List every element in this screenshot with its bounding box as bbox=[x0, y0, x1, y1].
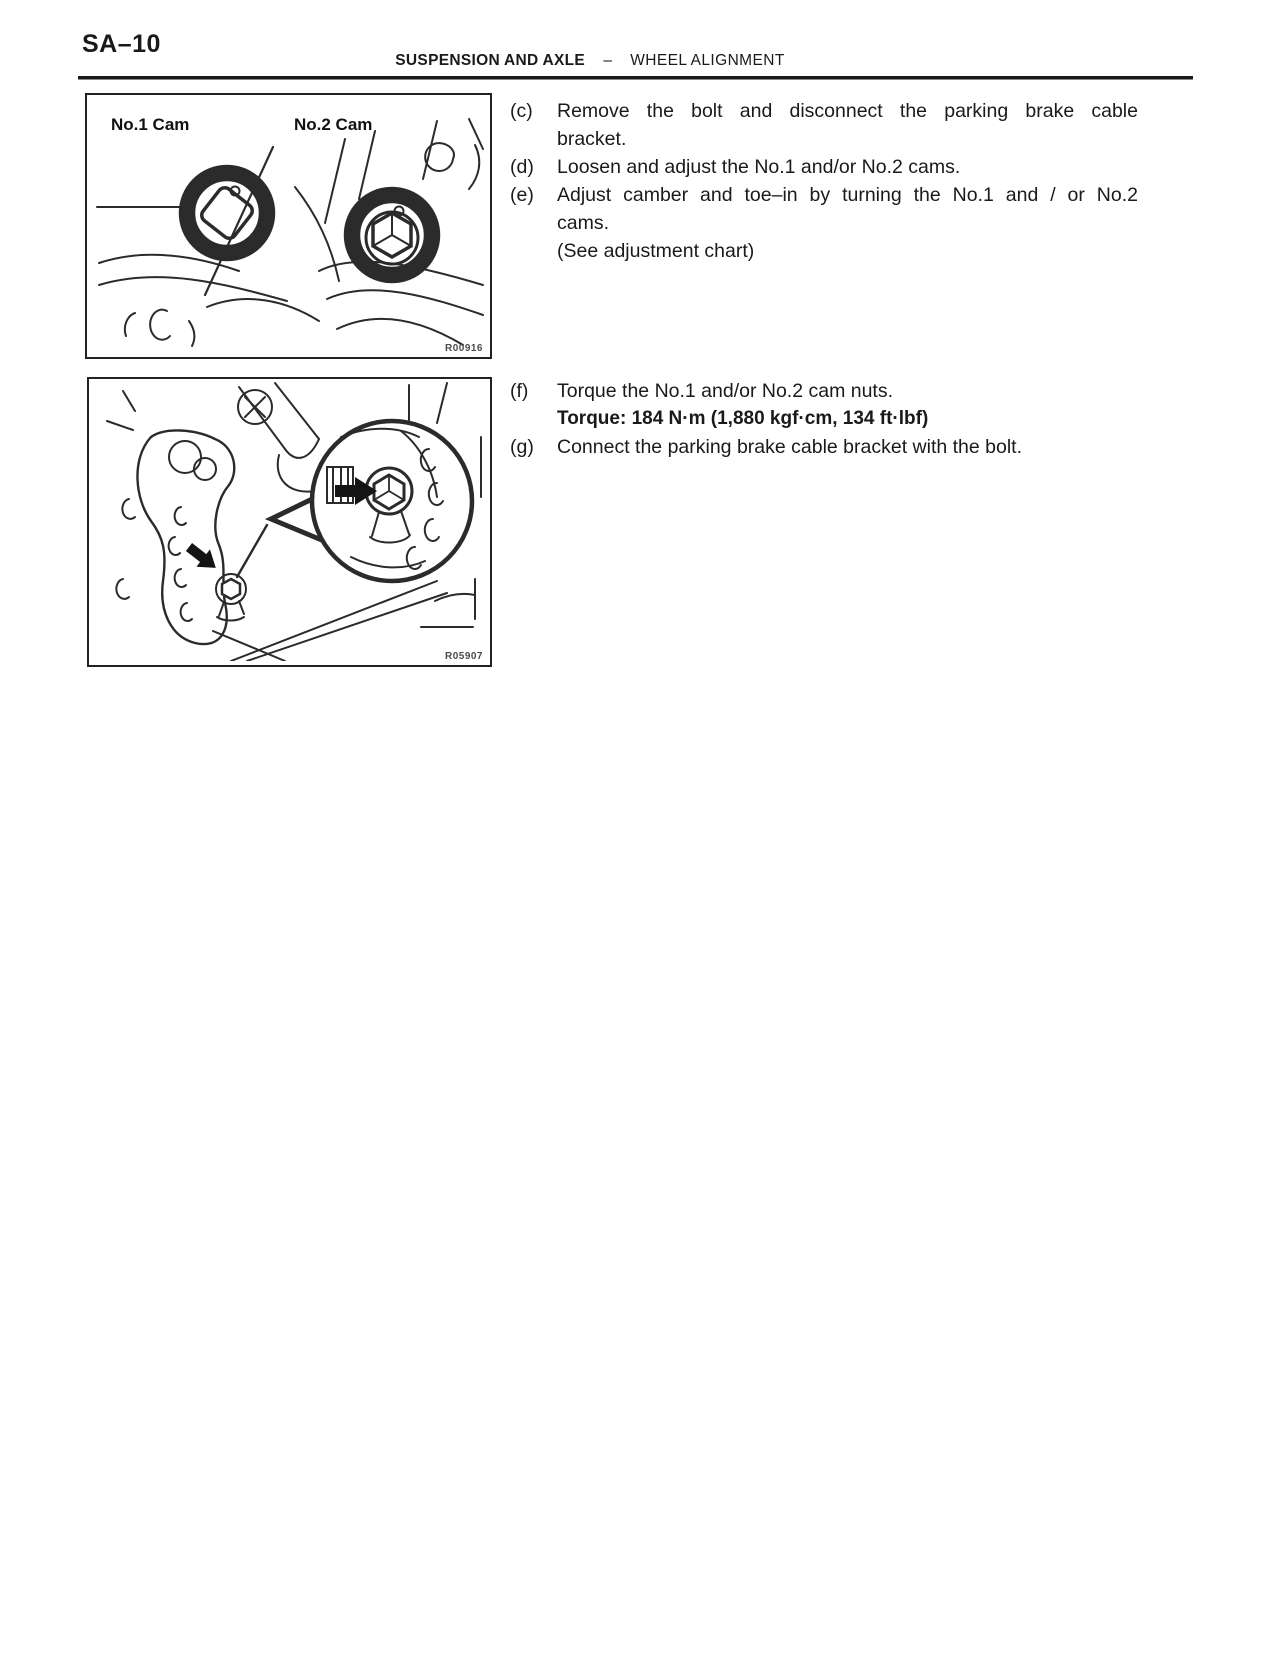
step-text: Loosen and adjust the No.1 and/or No.2 cams. bbox=[557, 156, 961, 178]
step-marker: (g) bbox=[510, 436, 534, 458]
running-head-section: SUSPENSION AND AXLE bbox=[395, 52, 586, 69]
step-text: bracket. bbox=[557, 128, 627, 150]
step-marker: (c) bbox=[510, 100, 533, 122]
suspension-line-art bbox=[89, 379, 486, 661]
step-marker: (f) bbox=[510, 380, 529, 402]
figure-cam-adjusters bbox=[85, 93, 492, 359]
running-head-subsection: WHEEL ALIGNMENT bbox=[630, 52, 785, 69]
torque-spec: Torque: 184 N·m (1,880 kgf·cm, 134 ft·lbf) bbox=[557, 408, 929, 429]
step-marker: (e) bbox=[510, 184, 534, 206]
step-text: (See adjustment chart) bbox=[557, 240, 755, 262]
page-number: SA–10 bbox=[82, 30, 161, 58]
procedure-steps-fg bbox=[510, 377, 1138, 461]
cam1-label: No.1 Cam bbox=[111, 115, 190, 134]
step-text: cams. bbox=[557, 212, 610, 234]
step-d bbox=[510, 153, 1138, 181]
step-e bbox=[510, 181, 1138, 265]
figure1-code: R00916 bbox=[444, 343, 483, 354]
step-text: Torque the No.1 and/or No.2 cam nuts. bbox=[557, 380, 894, 402]
figure2-code: R05907 bbox=[444, 651, 483, 662]
step-c bbox=[510, 97, 1138, 153]
step-marker: (d) bbox=[510, 156, 534, 178]
running-head bbox=[80, 52, 1100, 70]
figure-cam-nut-torque bbox=[87, 377, 492, 667]
step-f bbox=[510, 377, 1138, 433]
step-text: Remove the bolt and disconnect the parking brake cable bbox=[557, 100, 1138, 122]
cam2-label: No.2 Cam bbox=[294, 115, 373, 134]
step-text: Connect the parking brake cable bracket with the bolt. bbox=[557, 436, 1023, 458]
procedure-steps-cde bbox=[510, 97, 1138, 265]
step-g bbox=[510, 433, 1138, 461]
header-rule bbox=[78, 76, 1193, 80]
running-head-separator: – bbox=[603, 52, 612, 69]
step-text: Adjust camber and toe–in by turning the No.1 and / or No.2 bbox=[557, 184, 1138, 206]
